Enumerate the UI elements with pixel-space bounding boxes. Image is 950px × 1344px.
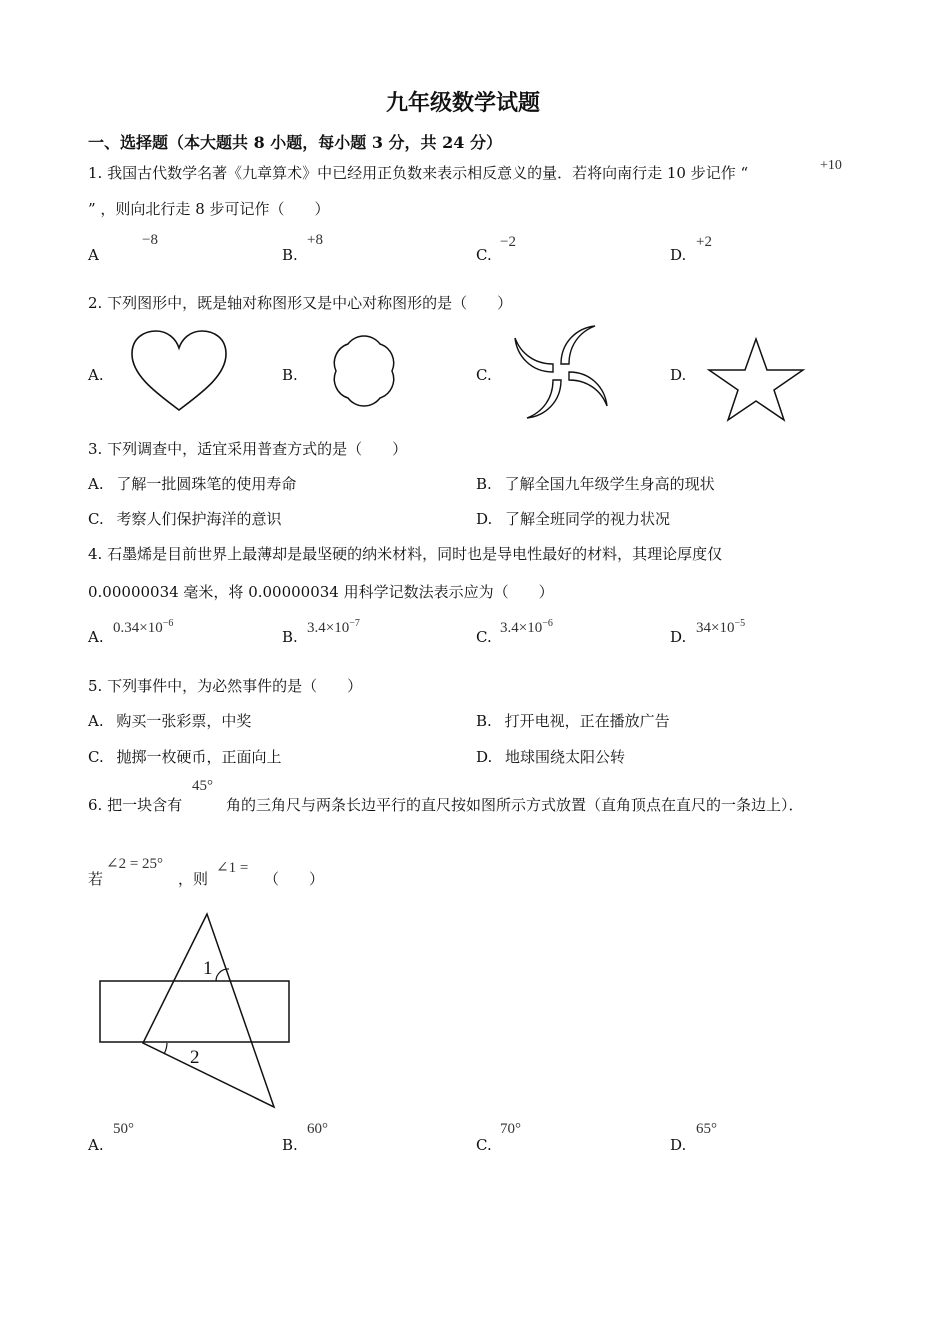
q3-option-c-label: C. xyxy=(88,510,104,528)
q2-option-c-label: C. xyxy=(476,366,492,384)
angle1-label: 1 xyxy=(203,958,213,979)
q1-text-line2: ” ，则向北行走 8 步可记作（ ） xyxy=(88,200,330,218)
q6-option-d-value: 65° xyxy=(696,1121,717,1137)
q4-option-b-value xyxy=(307,618,360,637)
star-shape xyxy=(704,336,808,422)
q6-option-a-value: 50° xyxy=(113,1121,134,1137)
q6-option-d-label: D. xyxy=(670,1136,687,1154)
q5-option-d-label: D. xyxy=(476,748,493,766)
q4-option-b-label: B. xyxy=(282,628,298,646)
q6-given-math: ∠2 = 25° xyxy=(106,856,164,872)
angle2-label: 2 xyxy=(190,1047,200,1068)
q1-option-d-label: D. xyxy=(670,246,687,264)
q5-option-a-text: 购买一张彩票，中奖 xyxy=(116,712,252,730)
q4-option-a-exp: −6 xyxy=(162,618,174,629)
q3-option-a xyxy=(88,473,296,494)
q6-text-line2-pre: 若 xyxy=(88,870,104,888)
q4-option-d-base: 34×10 xyxy=(696,620,735,636)
q4-option-d-value xyxy=(696,618,745,637)
angle2-arc xyxy=(164,1043,167,1054)
q3-option-a-label: A. xyxy=(88,475,104,493)
q4-option-d-label: D. xyxy=(670,628,687,646)
q2-option-d-label: D. xyxy=(670,366,687,384)
q4-text-line2: 0.00000034 毫米，将 0.00000034 用科学记数法表示应为（ ） xyxy=(88,583,554,601)
q5-option-a-label: A. xyxy=(88,712,104,730)
q6-text-line1-pre: 6. 把一块含有 xyxy=(88,796,183,814)
q6-text-line1-post: 角的三角尺与两条长边平行的直尺按如图所示方式放置（直角顶点在直尺的一条边上）． xyxy=(226,796,804,814)
q6-figure xyxy=(96,908,296,1112)
q4-option-d-exp: −5 xyxy=(734,618,746,629)
pinwheel-shape xyxy=(510,322,612,422)
q4-option-c-exp: −6 xyxy=(542,618,553,629)
q1-option-d-value: +2 xyxy=(696,234,712,250)
q6-ask-math: ∠1 = xyxy=(216,860,249,876)
q5-option-a xyxy=(88,710,251,731)
q3-option-d-label: D. xyxy=(476,510,493,528)
q2-option-b-label: B. xyxy=(282,366,298,384)
q6-option-b-label: B. xyxy=(282,1136,298,1154)
q3-option-b-label: B. xyxy=(476,475,492,493)
q1-option-a-value: −8 xyxy=(142,232,158,248)
page-title: 九年级数学试题 xyxy=(386,90,541,116)
q5-option-b-text: 打开电视，正在播放广告 xyxy=(504,712,670,730)
q5-option-b-label: B. xyxy=(476,712,492,730)
four-lobe-shape xyxy=(314,322,414,420)
q1-option-b-value: +8 xyxy=(307,232,323,248)
q1-text-line1: 1. 我国古代数学名著《九章算术》中已经用正负数来表示相反意义的量．若将向南行走 10 步记作 “ xyxy=(88,164,749,182)
q5-option-c xyxy=(88,746,282,767)
q3-option-c xyxy=(88,508,282,529)
q5-option-d xyxy=(476,746,625,767)
q3-option-a-text: 了解一批圆珠笔的使用寿命 xyxy=(116,475,297,493)
q6-option-c-label: C. xyxy=(476,1136,492,1154)
triangle-ruler xyxy=(143,914,274,1107)
q6-option-b-value: 60° xyxy=(307,1121,328,1137)
q4-option-c-label: C. xyxy=(476,628,492,646)
q6-angle-math: 45° xyxy=(192,778,213,794)
q1-option-b-label: B. xyxy=(282,246,298,264)
q4-option-c-value xyxy=(500,618,553,637)
q5-option-d-text: 地球围绕太阳公转 xyxy=(505,748,626,766)
q5-option-c-label: C. xyxy=(88,748,104,766)
q2-text: 2. 下列图形中，既是轴对称图形又是中心对称图形的是（ ） xyxy=(88,294,513,312)
q4-option-a-base: 0.34×10 xyxy=(113,620,163,636)
section-heading: 一、选择题（本大题共 8 小题，每小题 3 分，共 24 分） xyxy=(88,133,502,152)
q4-option-a-label: A. xyxy=(88,628,104,646)
q1-option-a-label: A xyxy=(88,246,99,264)
q1-option-c-value: −2 xyxy=(500,234,516,250)
q6-text-line2-post: （ ） xyxy=(264,870,325,888)
q5-option-b xyxy=(476,710,670,731)
q3-option-b-text: 了解全国九年级学生身高的现状 xyxy=(504,475,715,493)
q3-text: 3. 下列调查中，适宜采用普查方式的是（ ） xyxy=(88,440,408,458)
q1-inline-math: +10 xyxy=(820,158,842,173)
q4-option-c-base: 3.4×10 xyxy=(500,620,543,636)
q2-option-a-label: A. xyxy=(88,366,104,384)
q4-option-b-exp: −7 xyxy=(349,618,360,629)
q4-option-a-value xyxy=(113,618,173,637)
q6-option-c-value: 70° xyxy=(500,1121,521,1137)
q6-text-line2-mid: ，则 xyxy=(178,870,209,888)
q6-option-a-label: A. xyxy=(88,1136,104,1154)
q5-text: 5. 下列事件中，为必然事件的是（ ） xyxy=(88,677,363,695)
q1-option-c-label: C. xyxy=(476,246,492,264)
ruler-rectangle xyxy=(100,981,289,1042)
q4-text-line1: 4. 石墨烯是目前世界上最薄却是最坚硬的纳米材料，同时也是导电性最好的材料，其理论厚度仅 xyxy=(88,545,723,563)
q3-option-d-text: 了解全班同学的视力状况 xyxy=(505,510,671,528)
q4-option-b-base: 3.4×10 xyxy=(307,620,350,636)
q3-option-c-text: 考察人们保护海洋的意识 xyxy=(116,510,282,528)
heart-shape xyxy=(128,328,230,414)
q5-option-c-text: 抛掷一枚硬币，正面向上 xyxy=(116,748,282,766)
q3-option-d xyxy=(476,508,670,529)
q3-option-b xyxy=(476,473,715,494)
